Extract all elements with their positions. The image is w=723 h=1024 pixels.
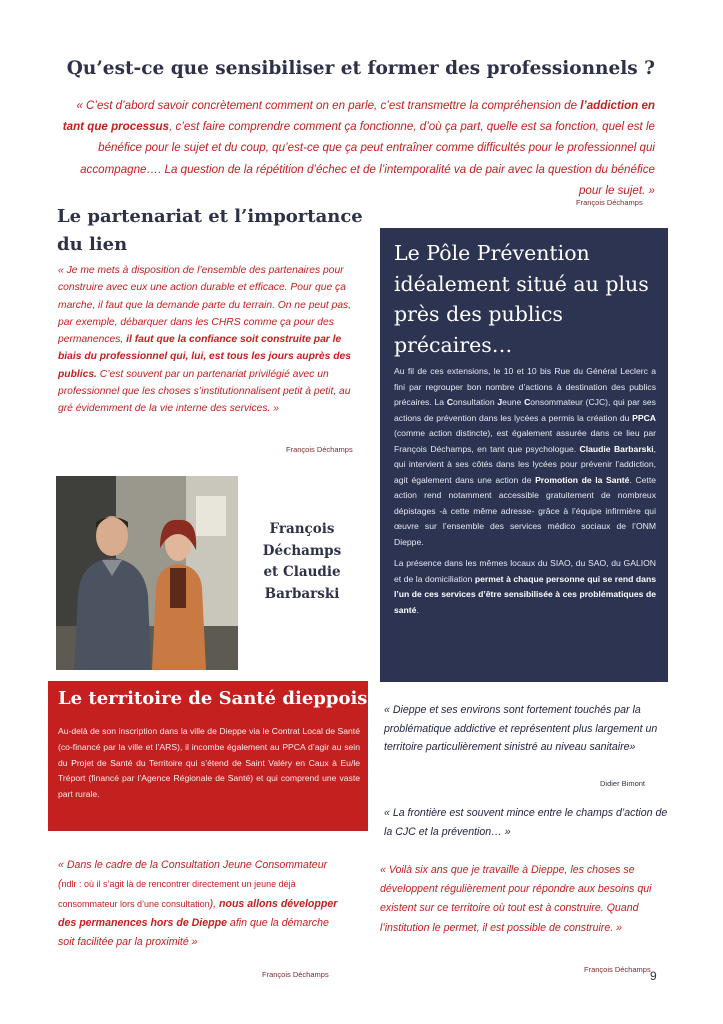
pole-prevention-box xyxy=(380,228,668,682)
box-heading: Le territoire de Santé dieppois xyxy=(58,688,368,709)
section-heading-partenariat: Le partenariat et l’importance du lien xyxy=(57,206,363,255)
quote-frontiere: « La frontière est souvent mince entre le champs d’action de la CJC et la prévention… » xyxy=(384,807,668,838)
quote-cjc: « Dans le cadre de la Consultation Jeune Consommateur (ndlr : où il s’agit là de rencontrer directement un jeune déjà consommateur lors d’une consultation), nous allons développer des permanences hors de Dieppe afin que la démarche soit facilitée par la proximité » xyxy=(58,859,338,949)
quote-author: François Déchamps xyxy=(286,445,353,454)
quote-dieppe: « Dieppe et ses environs sont fortement touchés par la problématique addictive et représentent plus largement un territoire particulièrement sinistré au niveau sanitaire» xyxy=(384,704,658,753)
portrait-photo xyxy=(56,476,238,670)
page-number: 9 xyxy=(650,969,657,983)
quote-addiction: « C’est d’abord savoir concrètement comment on en parle, c’est transmettre la compréhension de l’addiction en tant que processus, c’est faire comprendre comment ça fonctionne, d’où ça part, quelle est sa fonction, quel est le bénéfice pour le sujet et du coup, qu’est-ce que ça peut entraîner comme difficultés pour le professionnel qui accompagne…. La question de la répétition d’échec et de l’intemporalité va de pair avec la question du bénéfice pour le sujet. » xyxy=(62,99,655,197)
box-heading: Le Pôle Prévention idéalement situé au plus près des publics précaires… xyxy=(394,241,649,357)
quote-author: François Déchamps xyxy=(584,965,651,974)
territoire-box xyxy=(48,681,368,831)
quote-author: François Déchamps xyxy=(262,970,329,979)
quote-author: Didier Bimont xyxy=(600,779,646,788)
portrait-illustration xyxy=(56,476,238,670)
photo-caption: François Déchamps et Claudie Barbarski xyxy=(262,521,342,602)
page-title: Qu’est-ce que sensibiliser et former des professionnels ? xyxy=(66,58,655,79)
quote-partenariat: « Je me mets à disposition de l’ensemble des partenaires pour construire avec eux une action durable et efficace. Pour que ça marche, il faut que la demande parte du terrain. On ne peut pas, par exemple, débarquer dans les CHRS comme ça pour des permanences, il faut que la confiance soit construite par le biais du professionnel qui, lui, est tous les jours auprès des publics. C’est souvent par un partenariat privilégié avec un professionnel que les choses s’institutionnalisent petit à petit, au gré évidemment de la vie interne des services. » xyxy=(58,265,352,415)
quote-author: François Déchamps xyxy=(576,198,643,207)
quote-six-ans: « Voilà six ans que je travaille à Dieppe, les choses se développent régulièrement pour répondre aux besoins qui existent sur ce territoire où tout est à construire. Quand l’institution le permet, il est possible de construire. » xyxy=(380,864,652,934)
box-body: Au fil de ces extensions, le 10 et 10 bis Rue du Général Leclerc a fini par regrouper bon nombre d’actions à destination des publics précaires. La Consultation Jeune Consommateur (CJC), qui par ses actions de prévention dans les lycées a permis la création du PPCA (comme action distincte), est également assurée dans ce lieu par François Déchamps, en tant que psychologue. Claudie Barbarski, qui intervient à ses côtés dans les lycées pour prévenir l’addiction, agit également dans une action de Promotion de la Santé. Cette action rend notamment accessible gratuitement de nombreux dépistages -à cette même adresse- grâce à l’équipe infirmière qui œuvre sur l’ensemble des services médico sociaux de l’ONM Dieppe. La présence dans les mêmes locaux du SIAO, du SAO, du GALION et de la domiciliation permet à chaque personne qui se rend dans l’un de ces services d’être sensibilisée à ces problématiques de santé. xyxy=(394,366,657,615)
box-body: Au-delà de son inscription dans la ville de Dieppe via le Contrat Local de Santé (co-financé par la ville et l’ARS), il incombe également au PPCA d’agir au sein du Projet de Santé du Territoire qui s’étend de Saint Valéry en Caux à Eu/le Tréport (financé par l’Agence Régionale de Santé) et qui comprend une vaste part rurale. xyxy=(58,726,361,800)
